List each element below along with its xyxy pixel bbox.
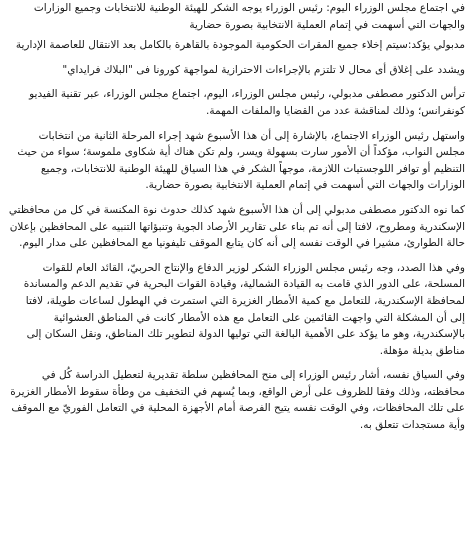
article-paragraph: في اجتماع مجلس الوزراء اليوم: رئيس الوزراء يوجه الشكر للهيئة الوطنية للانتخابات وجميع الوزارات والجهات التي أسهمت في إتمام العملية الانتخابية بصورة حضارية: [33, 2, 465, 31]
article-paragraph: ترأس الدكتور مصطفى مدبولي، رئيس مجلس الوزراء، اليوم، اجتماع مجلس الوزراء، عبر تقنية الفيديو كونفرانس؛ وذلك لمناقشة عدد من القضايا والملفات المهمة.: [29, 88, 465, 117]
article-paragraph: واستهل رئيس الوزراء الاجتماع، بالإشارة إلى أن هذا الأسبوع شهد إجراء المرحلة الثانية من انتخابات مجلس النواب، مؤكداً أن الأمور سارت بسهولة ويسر، ولم تكن هناك أية شكاوى ملموسة؛ سواء من حيث التنظيم أو توافر اللوجستيات اللازمة، موجهاً الشكر في هذا السياق للهيئة الوطنية للانتخابات، وجميع الوزارات والجهات التي أسهمت في إتمام العملية الانتخابية بصورة حضارية.: [17, 129, 465, 192]
article-paragraph: وفي السياق نفسه، أشار رئيس الوزراء إلى منح المحافظين سلطة تقديرية لتعطيل الدراسة كُل في محافظته، وذلك وفقا للظروف على أرض الواقع، وبما يُسهم في التخفيف من وطأة سقوط الأمطار الغزيرة على تلك المحافظات، وفي الوقت نفسه يتيح الفرصة أمام الأجهزة المحلية في التعامل الفوريّ مع الموقف وأية مستجدات تتعلق به.: [10, 369, 465, 432]
article-paragraph: ويشدد على إغلاق أى محال لا تلتزم بالإجراءات الاحترازية لمواجهة كورونا فى "البلاك فرايداي": [62, 63, 465, 76]
article-paragraph: كما نوه الدكتور مصطفى مدبولي إلى أن هذا الأسبوع شهد كذلك حدوث نوة المكنسة في كل من محافظتي الإسكندرية ومطروح، لافتا إلى أنه تم بناء على تقارير الأرصاد الجوية وتنبؤاتها التنبيه على المحافظين بإعلان حالة الطوارئ، مشيرا في الوقت نفسه إلى أنه كان يتابع الموقف تليفونيا مع المحافظين على مدار اليوم.: [8, 203, 465, 250]
article-paragraph: وفي هذا الصدد، وجه رئيس مجلس الوزراء الشكر لوزير الدفاع والإنتاج الحربيّ، القائد العام للقوات المسلحة، على الدور الذي قامت به القيادة الشمالية، وقيادة القوات البحرية في تقديم الدعم والمساندة لمحافظة الإسكندرية، للتعامل مع كمية الأمطار الغزيرة التي استمرت في الهطول لساعات طويلة، لافتا إلى أن المشكلة التي واجهت القائمين على التعامل مع هذه الأمطار كانت في المناطق العشوائية بالإسكندرية، وهو ما يؤكد على الأهمية البالغة التي توليها الدولة لتطوير تلك المناطق، ونقل السكان إلى مناطق بديلة مؤهلة.: [23, 261, 465, 357]
article-paragraph: مدبولي يؤكد:سيتم إخلاء جميع المقرات الحكومية الموجودة بالقاهرة بالكامل بعد الانتقال للعاصمة الإدارية: [15, 39, 465, 52]
